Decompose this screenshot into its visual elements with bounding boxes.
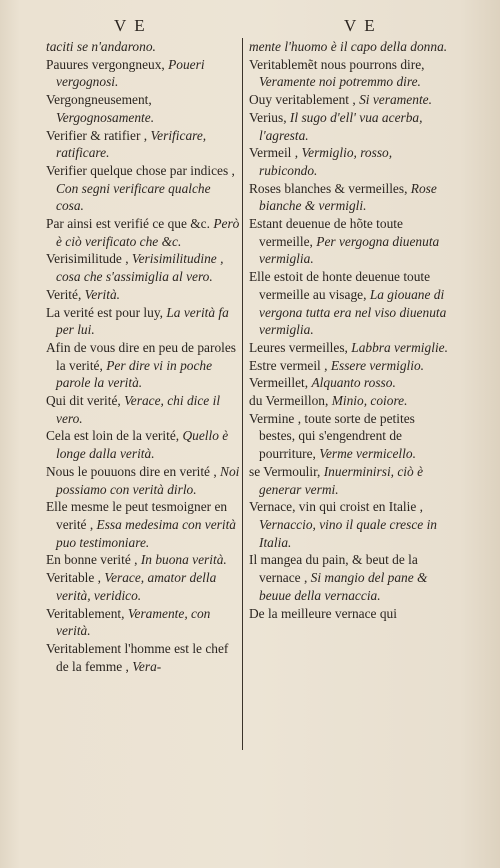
dictionary-entry: se Vermoulir, Inuerminirsi, ciò è generar vermi. [249,463,424,497]
dictionary-entry: De la meilleure vernace qui [249,605,397,621]
dictionary-entry: Ouy veritablement , Si veramente. [249,92,432,108]
dictionary-entry: Afin de vous dire en peu de paroles la verité, Per dire vi in poche parole la verità. [46,339,237,391]
dictionary-entry: Nous le pouuons dire en verité , Noi possiamo con verità dirlo. [46,463,240,497]
dictionary-entry: Cela est loin de la verité, Quello è longe dalla verità. [46,428,229,462]
dictionary-entry: mente l'huomo è il capo della donna. [249,39,448,54]
dictionary-entry: Veritablement, Veramente, con verità. [46,605,211,639]
dictionary-entry: Vernace, vin qui croist en Italie , Vernaccio, vino il quale cresce in Italia. [249,499,437,550]
right-column [249,38,449,622]
dictionary-entry: Leures vermeilles, Labbra vermiglie. [249,339,448,355]
header-left: V E [114,16,147,35]
dictionary-entry: Vermeil , Vermiglio, rosso, rubicondo. [249,145,393,178]
dictionary-entry: Vermine , toute sorte de petites bestes, qui s'engendrent de pourriture, Verme vermicello. [249,410,416,462]
dictionary-entry: Verius, Il sugo d'ell' vua acerba, l'agresta. [249,109,423,143]
dictionary-entry: Estre vermeil , Essere vermiglio. [249,357,425,373]
dictionary-entry: Vermeillet, Alquanto rosso. [249,375,396,391]
dictionary-entry: Verifier & ratifier , Verificare, ratificare. [46,127,207,161]
dictionary-entry: taciti se n'andarono. [46,39,156,54]
dictionary-entry: Verifier quelque chose par indices , Con segni verificare qualche cosa. [46,162,235,214]
dictionary-entry: Estant deuenue de hõte toute vermeille, Per vergogna diuenuta vermiglia. [249,216,440,267]
header-right: V E [344,16,377,35]
dictionary-entry: La verité est pour luy, La verità fa per lui. [46,304,229,338]
dictionary-entry: Veritable , Verace, amator della verità, veridico. [46,570,217,603]
dictionary-entry: Roses blanches & vermeilles, Rose bianche & vermigli. [249,180,437,214]
dictionary-entry: En bonne verité , In buona verità. [46,552,227,568]
left-column [46,38,240,675]
dictionary-entry: Verité, Verità. [46,286,121,302]
dictionary-entry: Elle mesme le peut tesmoigner en verité , Essa medesima con verità puo testimoniare. [46,499,236,550]
dictionary-entry: Verisimilitude , Verisimilitudine , cosa che s'assimiglia al vero. [46,251,224,285]
dictionary-entry: Vergongneusement, Vergognosamente. [46,92,155,125]
dictionary-entry: Pauures vergongneux, Poueri vergognosi. [46,56,205,90]
running-header [0,16,500,36]
dictionary-entry: du Vermeillon, Minio, coiore. [249,393,408,409]
dictionary-entry: Il mangea du pain, & beut de la vernace , Si mangio del pane & beuue della vernaccia. [249,552,428,603]
dictionary-entry: Veritablement l'homme est le chef de la femme , Vera- [46,640,229,674]
dictionary-entry: Par ainsi est verifié ce que &c. Però è ciò verificato che &c. [46,216,240,249]
dictionary-entry: Veritablemẽt nous pourrons dire, Veramente noi potremmo dire. [249,56,425,90]
dictionary-entry: Elle estoit de honte deuenue toute vermeille au visage, La giouane di vergona tutta era nel viso diuenuta vermiglia. [249,269,447,338]
column-divider [242,38,243,750]
dictionary-entry: Qui dit verité, Verace, chi dice il vero. [46,393,221,426]
